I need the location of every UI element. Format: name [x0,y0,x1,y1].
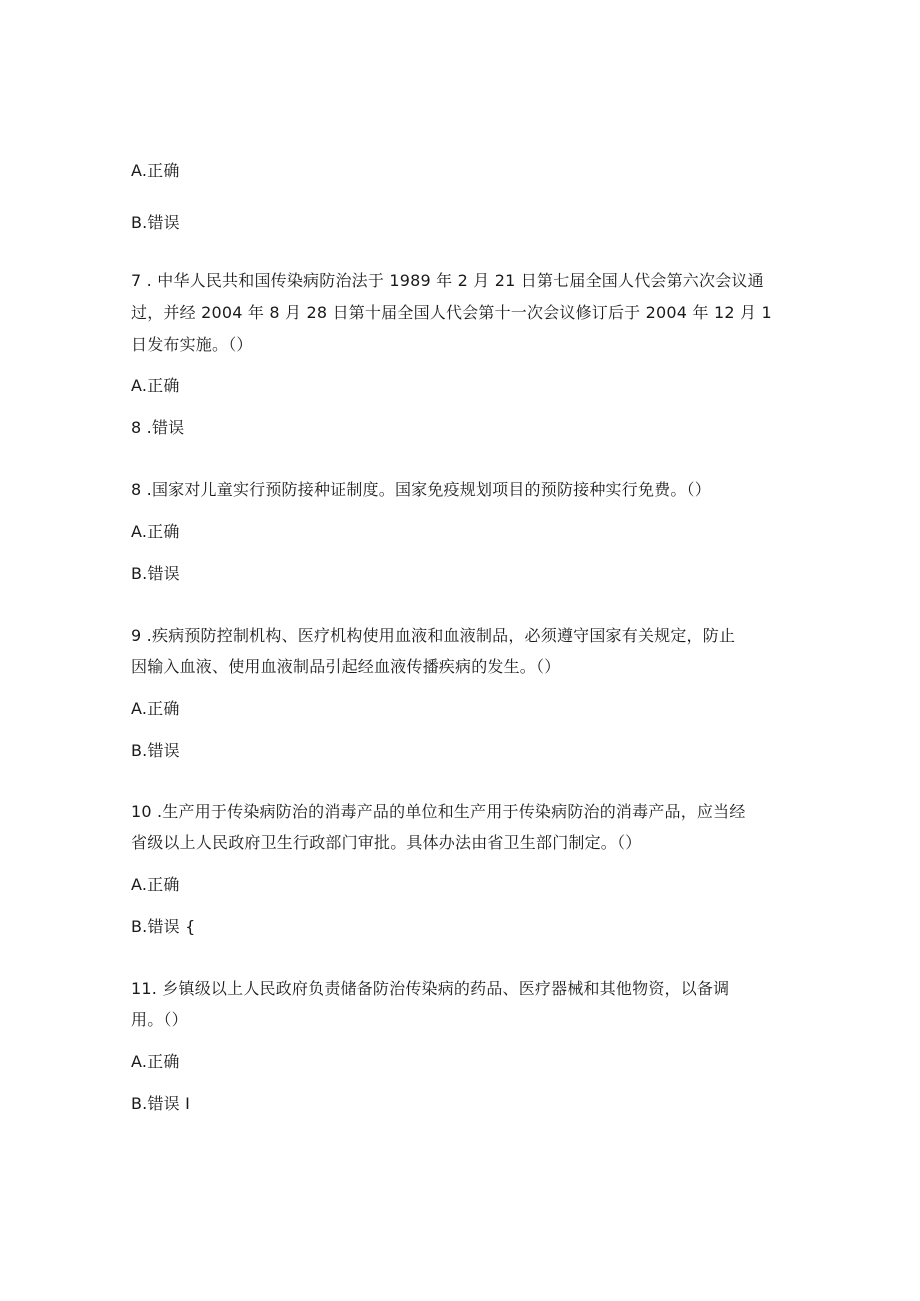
q10-text-line-1: 10 .生产用于传染病防治的消毒产品的单位和生产用于传染病防治的消毒产品，应当经 [131,802,746,821]
q6-option-b: B.错误 [131,213,180,232]
q9-option-a: A.正确 [131,699,180,718]
q11-text-line-2: 用。（） [131,1010,188,1029]
q9-text-line-2: 因输入血液、使用血液制品引起经血液传播疾病的发生。（） [131,657,561,676]
q7-option-a: A.正确 [131,376,180,395]
q9-text-line-1: 9 .疾病预防控制机构、医疗机构使用血液和血液制品，必须遵守国家有关规定，防止 [131,626,736,645]
q10-option-b: B.错误 { [131,917,196,936]
q7-text-line-2: 过，并经 2004 年 8 月 28 日第十届全国人代会第十一次会议修订后于 2004 年 12 月 1 [131,303,772,322]
q8-option-b: B.错误 [131,564,180,583]
q7-option-b: 8 .错误 [131,418,185,437]
q11-text-line-1: 11. 乡镇级以上人民政府负责储备防治传染病的药品、医疗器械和其他物资，以备调 [131,979,730,998]
q7-text-line-3: 日发布实施。（） [131,335,253,354]
q11-option-a: A.正确 [131,1052,180,1071]
q8-option-a: A.正确 [131,522,180,541]
q11-option-b: B.错误 I [131,1094,191,1113]
q10-option-a: A.正确 [131,875,180,894]
q6-option-a: A.正确 [131,161,180,180]
q10-text-line-2: 省级以上人民政府卫生行政部门审批。具体办法由省卫生部门制定。（） [131,833,642,852]
q9-option-b: B.错误 [131,741,180,760]
q8-text-line-1: 8 .国家对儿童实行预防接种证制度。国家免疫规划项目的预防接种实行免费。（） [131,480,711,499]
q7-text-line-1: 7 . 中华人民共和国传染病防治法于 1989 年 2 月 21 日第七届全国人代会第六次会议通 [131,271,764,290]
